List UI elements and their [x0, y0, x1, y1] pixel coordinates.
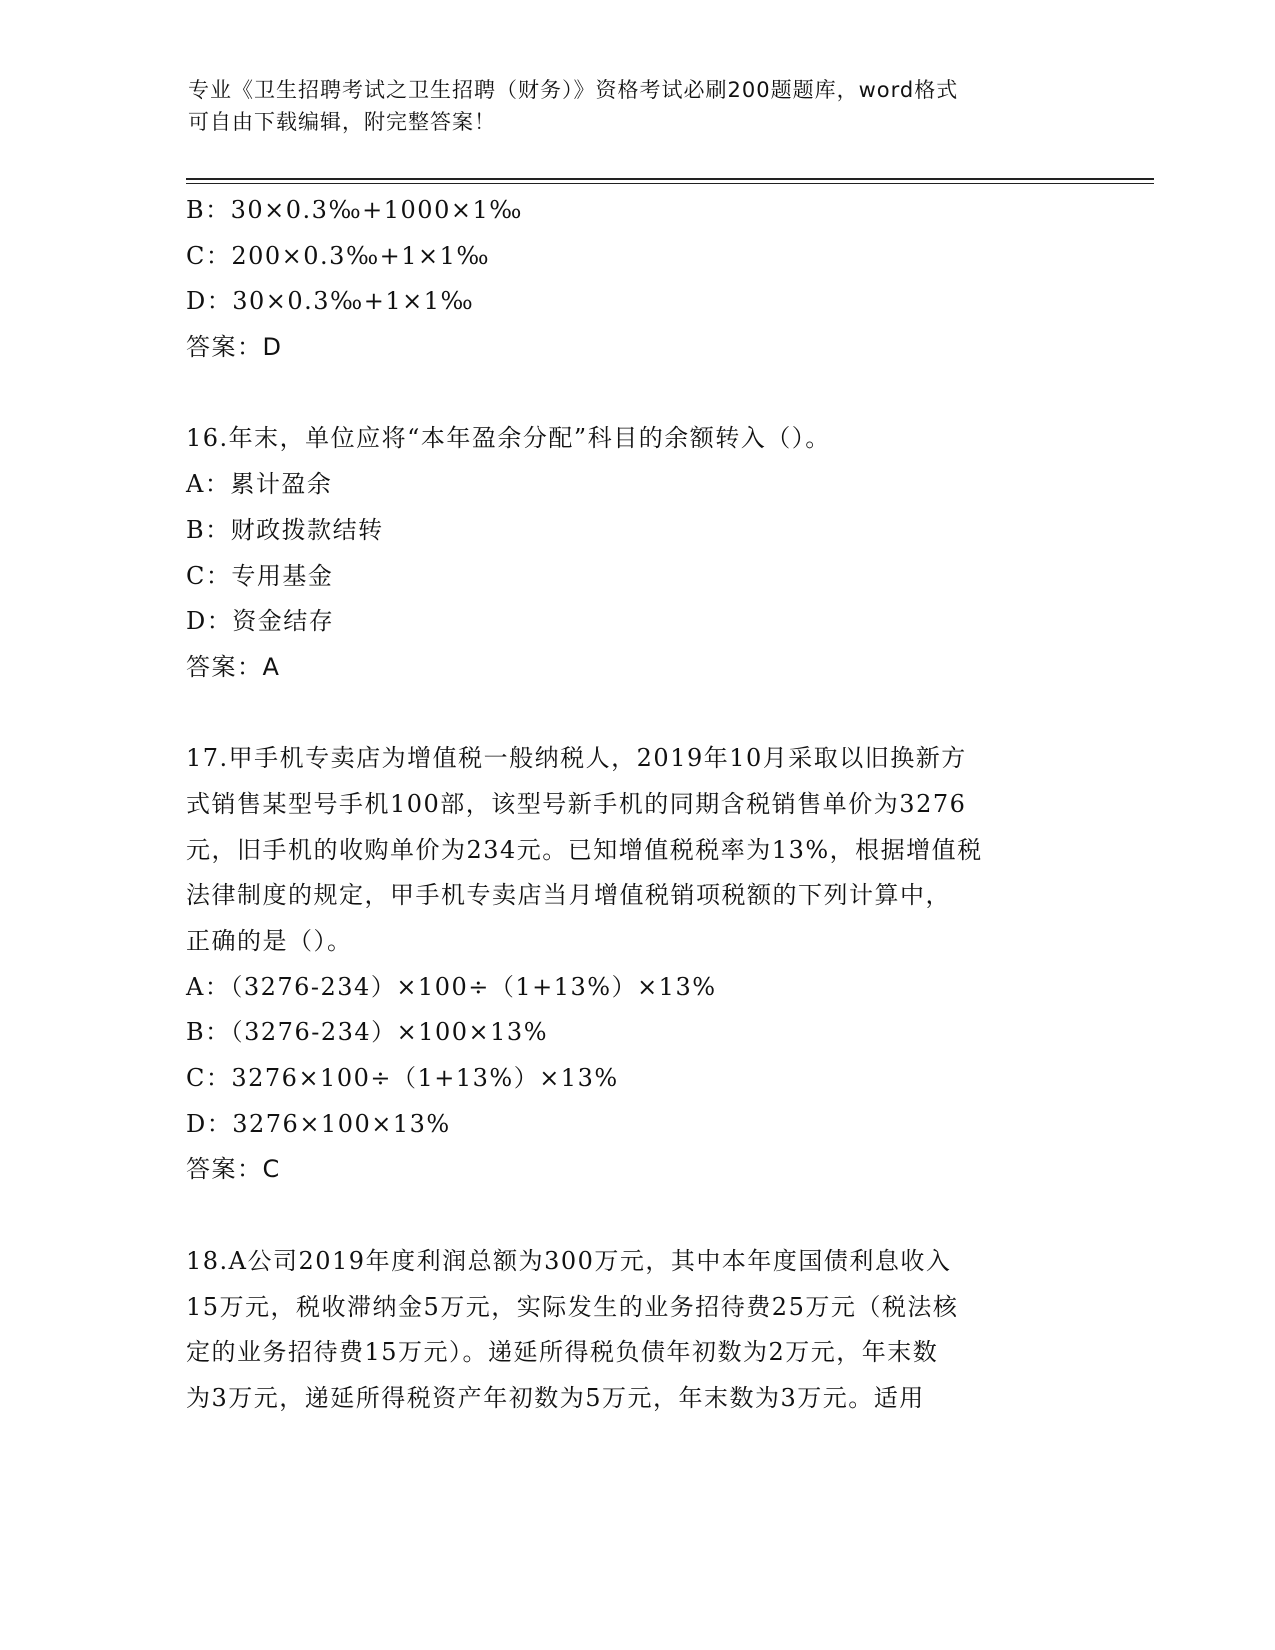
option-a: A：（3276-234）×100÷（1+13%）×13% — [186, 972, 717, 1001]
question-stem-line: 15万元，税收滞纳金5万元，实际发生的业务招待费25万元（税法核 — [186, 1292, 959, 1321]
option-d: D：资金结存 — [186, 607, 335, 636]
option-b: B：财政拨款结转 — [186, 515, 384, 544]
question-stem-line: 法律制度的规定，甲手机专卖店当月增值税销项税额的下列计算中， — [186, 881, 951, 910]
question-list — [186, 188, 1086, 1422]
option-c: C：200×0.3‰+1×1‰ — [186, 241, 491, 270]
spacer — [186, 691, 1086, 737]
question-stem-line: 为3万元，递延所得税资产年初数为5万元，年末数为3万元。适用 — [186, 1383, 925, 1412]
document-header — [188, 74, 1068, 138]
question-stem: 16.年末，单位应将“本年盈余分配”科目的余额转入（）。 — [186, 424, 831, 453]
option-c: C：3276×100÷（1+13%）×13% — [186, 1064, 619, 1093]
question-stem-line: 式销售某型号手机100部，该型号新手机的同期含税销售单价为3276 — [186, 789, 967, 818]
question-stem-line: 正确的是（）。 — [186, 927, 353, 955]
header-divider-thin — [186, 183, 1154, 184]
spacer — [186, 371, 1086, 417]
question-17 — [186, 736, 1086, 1193]
question-15 — [186, 188, 1086, 371]
question-stem-line: 17.甲手机专卖店为增值税一般纳税人，2019年10月采取以旧换新方 — [186, 744, 967, 773]
answer: 答案：D — [186, 333, 283, 362]
header-line-2: 可自由下载编辑，附完整答案！ — [188, 110, 496, 134]
option-b: B：30×0.3‰+1000×1‰ — [186, 196, 523, 224]
question-16 — [186, 416, 1086, 690]
question-stem-line: 定的业务招待费15万元）。递延所得税负债年初数为2万元，年末数 — [186, 1338, 939, 1367]
header-line-1: 专业《卫生招聘考试之卫生招聘（财务）》资格考试必刷200题题库，word格式 — [188, 78, 959, 102]
question-18 — [186, 1239, 1086, 1422]
option-d: D：30×0.3‰+1×1‰ — [186, 287, 475, 316]
answer: 答案：A — [186, 652, 281, 681]
question-stem-line: 元，旧手机的收购单价为234元。已知增值税税率为13%，根据增值税 — [186, 835, 983, 864]
answer: 答案：C — [186, 1155, 281, 1184]
question-stem-line: 18.A公司2019年度利润总额为300万元，其中本年度国债利息收入 — [186, 1246, 952, 1275]
header-divider-thick — [186, 178, 1154, 180]
spacer — [186, 1193, 1086, 1239]
option-c: C：专用基金 — [186, 561, 334, 590]
option-b: B：（3276-234）×100×13% — [186, 1018, 549, 1047]
option-d: D：3276×100×13% — [186, 1109, 451, 1138]
option-a: A：累计盈余 — [186, 470, 333, 499]
